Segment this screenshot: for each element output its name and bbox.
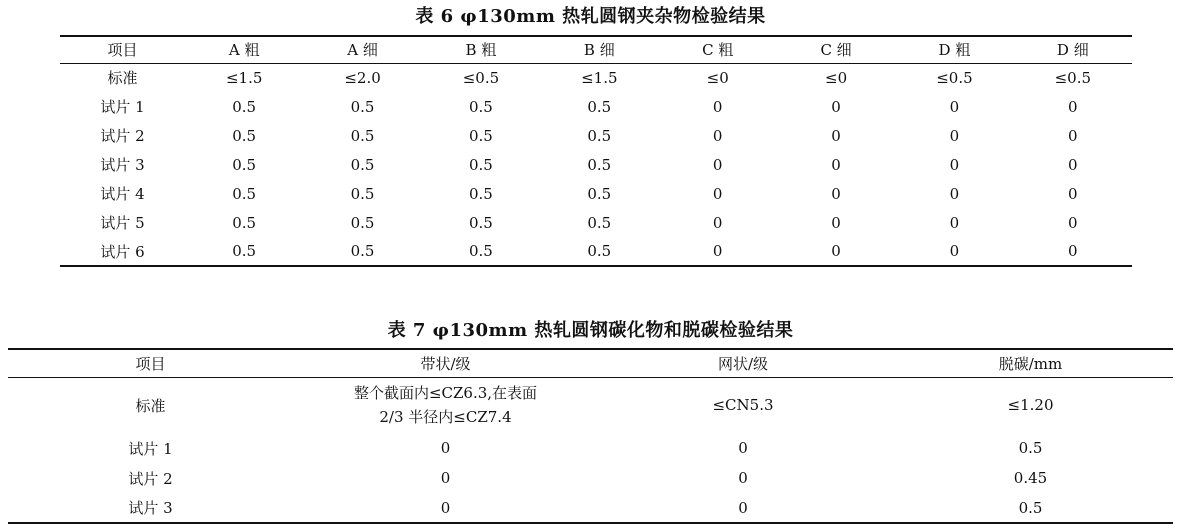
- table-cell: 0.5: [350, 97, 375, 116]
- table-cell: ≤0.5: [936, 68, 973, 87]
- table6-header-b-fine: B 细: [540, 36, 658, 63]
- table6-header-a-coarse: A 粗: [185, 36, 303, 63]
- table-cell: 0.5: [1018, 439, 1043, 457]
- table-cell: 0: [1068, 155, 1078, 174]
- table-row: [8, 433, 1173, 463]
- table7-header-band: 带状/级: [293, 349, 598, 377]
- table6-header-row: [60, 36, 1132, 63]
- table-cell: 0.5: [469, 155, 493, 174]
- table-cell: 标准: [135, 396, 166, 415]
- table-cell: 0: [1068, 184, 1078, 203]
- table-cell: ≤2.0: [344, 68, 381, 87]
- table-cell: 0.45: [1013, 469, 1048, 487]
- table-cell: 试片 1: [128, 439, 173, 458]
- table-cell: 0: [712, 97, 723, 116]
- table-cell: ≤CN5.3: [712, 396, 774, 415]
- table-cell: 0.5: [232, 97, 257, 116]
- table-cell: 试片 1: [100, 98, 145, 116]
- table-cell: 0.5: [587, 242, 612, 260]
- table-cell: 0: [738, 469, 748, 487]
- table-cell: 0.5: [232, 126, 257, 145]
- table-cell: 试片 3: [128, 499, 173, 517]
- table-cell: 0: [1068, 213, 1078, 232]
- table-cell: 0.5: [350, 155, 375, 174]
- table-cell: 0.5: [1018, 498, 1043, 517]
- table-cell: 0: [738, 498, 748, 517]
- table6-header-item: 项目: [60, 36, 185, 63]
- table-row: [60, 208, 1132, 237]
- band-standard-line2: 2/3 半径内≤CZ7.4: [379, 408, 512, 427]
- table-cell: 0.5: [587, 184, 612, 203]
- table-cell: ≤1.5: [225, 68, 263, 87]
- table6-header-b-coarse: B 粗: [422, 36, 540, 63]
- table-cell: 试片 2: [100, 127, 145, 145]
- table-cell: 试片 4: [100, 185, 145, 203]
- table-cell: 0: [712, 126, 723, 145]
- table-cell: 0: [1068, 242, 1078, 260]
- table-cell: 0: [712, 213, 723, 232]
- table-cell: ≤0.5: [462, 68, 500, 87]
- inclusion-results-table: [60, 35, 1132, 267]
- table-cell: 0.5: [232, 155, 257, 174]
- table-cell: 试片 5: [100, 214, 145, 232]
- table-cell: 0: [949, 155, 960, 174]
- table-cell: 0.5: [587, 155, 612, 174]
- table-cell: 0.5: [469, 184, 493, 203]
- table-cell: 0.5: [469, 97, 493, 116]
- table7-caption: 表 7 φ130mm 热轧圆钢碳化物和脱碳检验结果: [387, 320, 794, 341]
- table-row: [60, 150, 1132, 179]
- table-cell: ≤0.5: [1054, 68, 1092, 87]
- table-cell: 0: [831, 184, 841, 203]
- table-row: [60, 237, 1132, 266]
- table6-caption: 表 6 φ130mm 热轧圆钢夹杂物检验结果: [415, 6, 766, 27]
- table7-header-item: 项目: [8, 349, 293, 377]
- table-cell: 0.5: [469, 126, 493, 145]
- table-cell: ≤0: [706, 68, 729, 87]
- table-row: [60, 121, 1132, 150]
- band-standard-line1: 整个截面内≤CZ6.3,在表面: [353, 384, 538, 403]
- table-cell: 0.5: [232, 242, 257, 260]
- table-cell: 0.5: [232, 213, 257, 232]
- table-cell: 0: [712, 242, 723, 260]
- table-cell: 0.5: [587, 97, 612, 116]
- table-cell: 0: [831, 126, 841, 145]
- table-cell: 0: [949, 184, 960, 203]
- table-row: [8, 493, 1173, 523]
- table6-header-c-coarse: C 粗: [659, 36, 777, 63]
- table-cell: 0: [440, 439, 451, 457]
- table-cell: 0: [440, 469, 451, 487]
- table-cell: 0: [440, 498, 451, 517]
- table6-header-d-fine: D 细: [1014, 36, 1132, 63]
- table-cell: 试片 6: [100, 242, 145, 261]
- table-cell: 0: [949, 242, 960, 260]
- table-cell: 0: [831, 97, 841, 116]
- table-row: [60, 63, 1132, 92]
- table-cell: ≤0: [825, 68, 848, 87]
- table-cell: 0.5: [350, 126, 375, 145]
- table-cell: 试片 2: [128, 469, 173, 488]
- table-cell: [293, 377, 598, 433]
- table-cell: ≤1.5: [581, 68, 618, 87]
- table-cell: 0.5: [232, 184, 257, 203]
- table7-header-decarb: 脱碳/mm: [888, 349, 1173, 377]
- carbide-decarburization-table: [8, 348, 1173, 524]
- table-cell: 0.5: [469, 242, 493, 260]
- table-cell: 0.5: [350, 184, 375, 203]
- table7-header-network: 网状/级: [598, 349, 888, 377]
- table-cell: 0.5: [587, 126, 612, 145]
- table-cell: 0.5: [469, 213, 493, 232]
- table-cell: 0: [949, 213, 960, 232]
- table-cell: 0: [712, 184, 723, 203]
- table-cell: 0: [831, 213, 841, 232]
- table-cell: 试片 3: [100, 156, 145, 174]
- table-cell: 0: [831, 155, 841, 174]
- table-cell: 0.5: [350, 242, 375, 260]
- table-cell: 标准: [107, 69, 138, 88]
- table-row: [60, 179, 1132, 208]
- table-cell: 0.5: [587, 213, 612, 232]
- table-row: [8, 463, 1173, 493]
- table-cell: 0: [1068, 97, 1078, 116]
- table-cell: 0: [738, 439, 748, 457]
- table-cell: ≤1.20: [1007, 396, 1054, 415]
- table-row: [60, 92, 1132, 121]
- table6-header-d-coarse: D 粗: [895, 36, 1013, 63]
- table-cell: 0: [831, 242, 841, 260]
- table6-header-a-fine: A 细: [303, 36, 421, 63]
- table-row: [8, 377, 1173, 433]
- table-cell: 0: [1068, 126, 1078, 145]
- table6-header-c-fine: C 细: [777, 36, 895, 63]
- table-cell: 0: [949, 126, 960, 145]
- table-cell: 0: [712, 155, 723, 174]
- table-cell: 0: [949, 97, 960, 116]
- table-cell: 0.5: [350, 213, 375, 232]
- table7-header-row: [8, 349, 1173, 377]
